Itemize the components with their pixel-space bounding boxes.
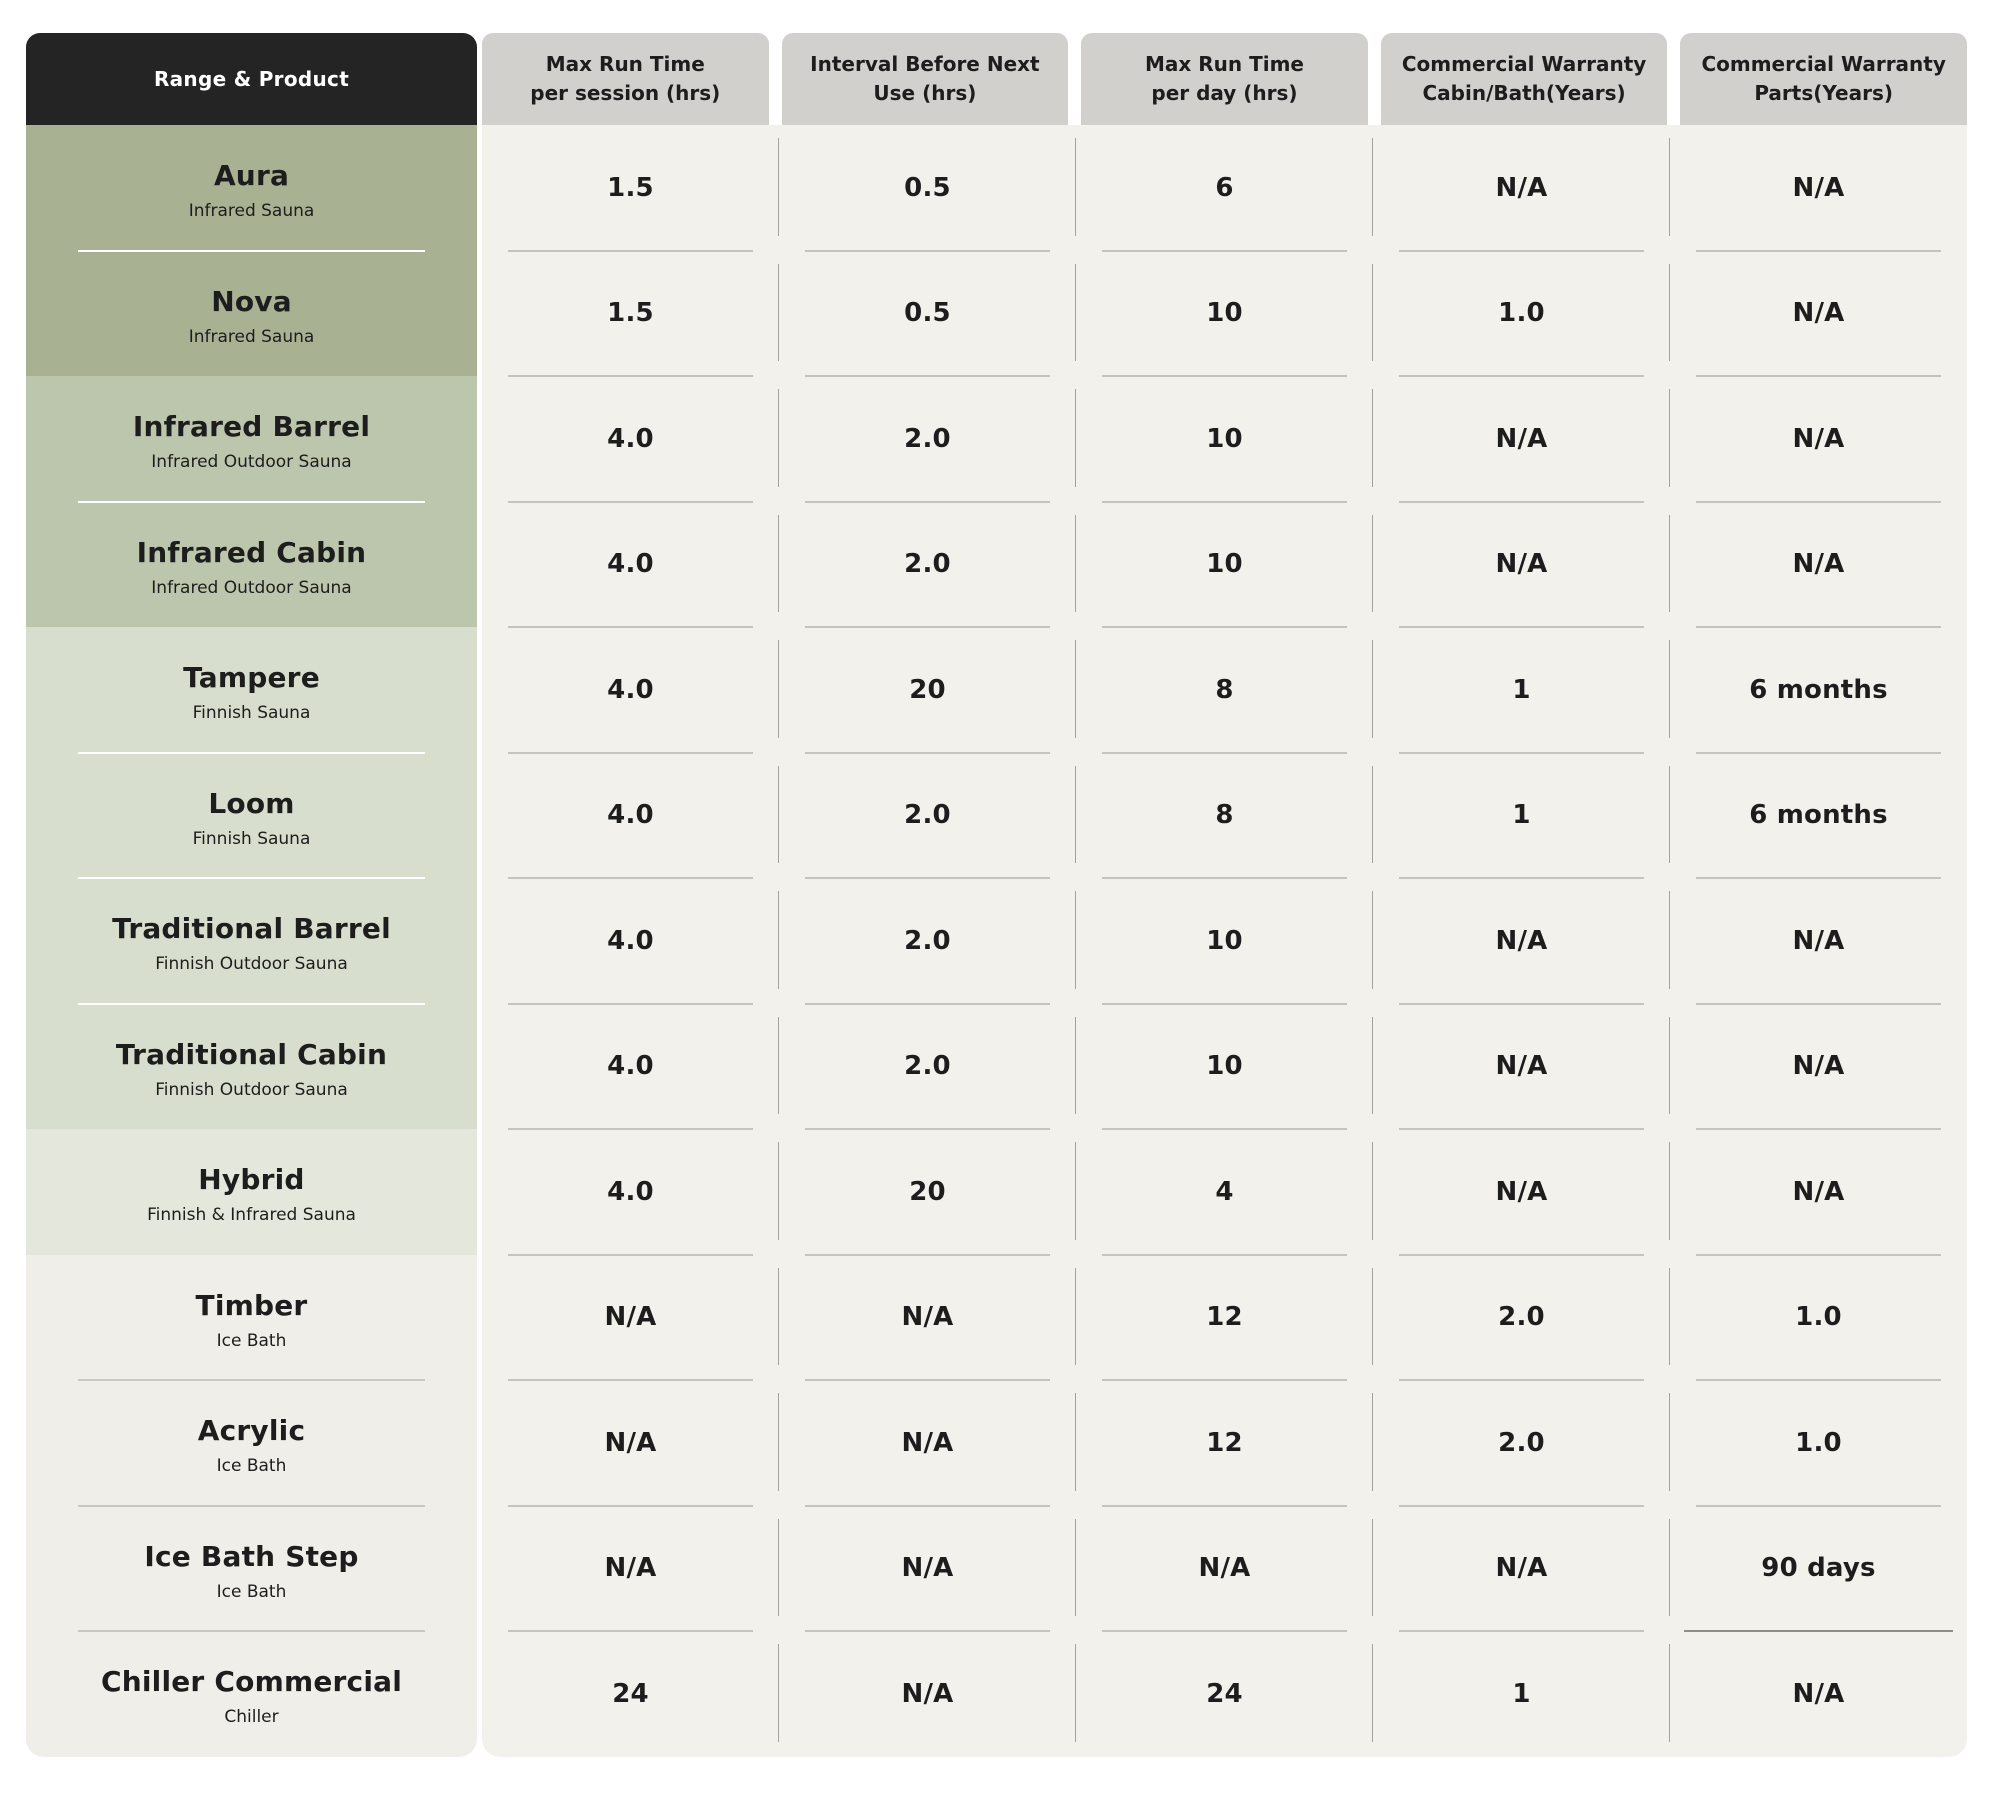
data-cell: 2.0 <box>779 1004 1076 1130</box>
table-row-acrylic <box>482 1380 1967 1506</box>
data-cell: 1 <box>1373 1631 1670 1757</box>
col-header-commercial-warranty-cabin-bath <box>1381 33 1668 125</box>
data-cell: N/A <box>1670 1129 1967 1255</box>
product-category: Infrared Outdoor Sauna <box>151 577 352 598</box>
data-cell: 4.0 <box>482 1004 779 1130</box>
product-spec-table <box>26 33 1967 1757</box>
data-cell: N/A <box>482 1506 779 1632</box>
column-headers <box>482 33 1967 125</box>
table-row-loom <box>482 753 1967 879</box>
data-cell: 1.0 <box>1670 1255 1967 1381</box>
col-header-line2: Cabin/Bath(Years) <box>1422 81 1626 105</box>
data-cell: N/A <box>1670 251 1967 377</box>
data-cell: N/A <box>1670 1004 1967 1130</box>
spec-data-body <box>482 125 1967 1757</box>
table-row-aura <box>482 125 1967 251</box>
product-name: Ice Bath Step <box>144 1539 359 1573</box>
col-header-max-run-time-per-day <box>1081 33 1368 125</box>
data-cell: 4.0 <box>482 753 779 879</box>
table-row-timber <box>482 1255 1967 1381</box>
product-cell-acrylic <box>26 1380 477 1506</box>
data-cell: 20 <box>779 627 1076 753</box>
data-cell: N/A <box>779 1380 1076 1506</box>
data-cell: 8 <box>1076 627 1373 753</box>
data-cell: 10 <box>1076 502 1373 628</box>
product-category: Infrared Sauna <box>188 201 315 222</box>
data-cell: 2.0 <box>779 502 1076 628</box>
product-name: Loom <box>208 786 295 820</box>
range-product-column <box>26 33 477 1757</box>
data-cell: 2.0 <box>1373 1380 1670 1506</box>
data-cell: 20 <box>779 1129 1076 1255</box>
product-cell-tampere <box>26 627 477 753</box>
data-cell: 1.0 <box>1373 251 1670 377</box>
product-name: Tampere <box>183 661 320 695</box>
col-header-line2: Use (hrs) <box>873 81 977 105</box>
product-name: Infrared Cabin <box>136 535 367 569</box>
data-cell: N/A <box>482 1255 779 1381</box>
data-cell: N/A <box>1670 376 1967 502</box>
table-row-nova <box>482 251 1967 377</box>
product-cell-loom <box>26 753 477 879</box>
product-category: Infrared Sauna <box>188 326 315 347</box>
data-cell: N/A <box>1373 1506 1670 1632</box>
product-category: Finnish & Infrared Sauna <box>147 1205 356 1226</box>
product-category: Chiller <box>224 1707 279 1728</box>
data-cell: 4 <box>1076 1129 1373 1255</box>
data-cell: 10 <box>1076 376 1373 502</box>
spec-data-columns <box>482 33 1967 1757</box>
data-cell: 4.0 <box>482 1129 779 1255</box>
data-cell: N/A <box>1373 1004 1670 1130</box>
product-cell-traditional-barrel <box>26 878 477 1004</box>
data-cell: 0.5 <box>779 251 1076 377</box>
data-cell: 1.5 <box>482 125 779 251</box>
table-row-infrared-cabin <box>482 502 1967 628</box>
product-category: Finnish Outdoor Sauna <box>155 1079 348 1100</box>
data-cell: 90 days <box>1670 1506 1967 1632</box>
col-header-line1: Max Run Time <box>545 52 705 76</box>
product-name: Infrared Barrel <box>132 410 371 444</box>
product-cell-nova <box>26 251 477 377</box>
table-row-infrared-barrel <box>482 376 1967 502</box>
data-cell: 1 <box>1373 627 1670 753</box>
data-cell: 1.0 <box>1670 1380 1967 1506</box>
product-cell-chiller-commercial <box>26 1631 477 1757</box>
product-name: Traditional Cabin <box>115 1037 388 1071</box>
data-cell: 2.0 <box>779 376 1076 502</box>
data-cell: 4.0 <box>482 376 779 502</box>
col-header-line1: Max Run Time <box>1144 52 1304 76</box>
data-cell: N/A <box>779 1631 1076 1757</box>
col-header-line1: Commercial Warranty <box>1401 52 1647 76</box>
data-cell: 12 <box>1076 1380 1373 1506</box>
product-cell-timber <box>26 1255 477 1381</box>
product-category: Ice Bath <box>216 1456 287 1477</box>
data-cell: N/A <box>1792 1678 1845 1709</box>
product-cell-aura <box>26 125 477 251</box>
data-cell: 6 <box>1076 125 1373 251</box>
corner-header <box>26 33 477 125</box>
table-row-hybrid <box>482 1129 1967 1255</box>
table-row-traditional-barrel <box>482 878 1967 1004</box>
product-name: Acrylic <box>197 1414 306 1448</box>
corner-header-label: Range & Product <box>153 67 350 91</box>
data-cell: 24 <box>482 1631 779 1757</box>
data-cell: N/A <box>482 1380 779 1506</box>
col-header-commercial-warranty-parts <box>1680 33 1967 125</box>
product-category: Ice Bath <box>216 1581 287 1602</box>
data-cell: N/A <box>1373 376 1670 502</box>
table-row-tampere <box>482 627 1967 753</box>
data-cell: 4.0 <box>482 878 779 1004</box>
product-name: Timber <box>195 1288 308 1322</box>
data-cell: 4.0 <box>482 502 779 628</box>
product-category: Finnish Outdoor Sauna <box>155 954 348 975</box>
product-name: Hybrid <box>198 1163 305 1197</box>
product-category: Finnish Sauna <box>192 703 311 724</box>
data-cell: N/A <box>1373 125 1670 251</box>
data-cell: 2.0 <box>779 878 1076 1004</box>
product-category: Ice Bath <box>216 1330 287 1351</box>
table-row-chiller-commercial <box>482 1631 1967 1757</box>
col-header-line2: Parts(Years) <box>1754 81 1894 105</box>
data-cell: N/A <box>1373 502 1670 628</box>
product-name: Aura <box>213 159 290 193</box>
data-cell: 24 <box>1076 1631 1373 1757</box>
product-category: Finnish Sauna <box>192 828 311 849</box>
data-cell: N/A <box>1670 502 1967 628</box>
data-cell: 6 months <box>1670 627 1967 753</box>
product-cell-hybrid <box>26 1129 477 1255</box>
col-header-line2: per session (hrs) <box>530 81 721 105</box>
data-cell: N/A <box>1670 125 1967 251</box>
product-cell-ice-bath-step <box>26 1506 477 1632</box>
table-row-ice-bath-step <box>482 1506 1967 1632</box>
product-name: Chiller Commercial <box>100 1665 403 1699</box>
data-cell: 10 <box>1076 251 1373 377</box>
data-cell: 2.0 <box>779 753 1076 879</box>
data-cell: 1.5 <box>482 251 779 377</box>
col-header-line2: per day (hrs) <box>1151 81 1298 105</box>
data-cell: 12 <box>1076 1255 1373 1381</box>
data-cell: 0.5 <box>779 125 1076 251</box>
data-cell: N/A <box>1670 878 1967 1004</box>
col-header-interval-before-next-use <box>782 33 1069 125</box>
data-cell: N/A <box>1076 1506 1373 1632</box>
data-cell: 1 <box>1373 753 1670 879</box>
data-cell: 10 <box>1076 878 1373 1004</box>
table-row-traditional-cabin <box>482 1004 1967 1130</box>
data-cell: N/A <box>1373 1129 1670 1255</box>
product-name: Traditional Barrel <box>112 912 391 946</box>
data-cell: 10 <box>1076 1004 1373 1130</box>
product-list <box>26 125 477 1757</box>
data-cell: N/A <box>1373 878 1670 1004</box>
product-name: Nova <box>211 284 292 318</box>
col-header-line1: Commercial Warranty <box>1701 52 1946 76</box>
data-cell: 4.0 <box>482 627 779 753</box>
col-header-max-run-time-per-session <box>482 33 769 125</box>
product-cell-infrared-barrel <box>26 376 477 502</box>
data-cell: 6 months <box>1670 753 1967 879</box>
data-cell: N/A <box>779 1255 1076 1381</box>
data-cell: 8 <box>1076 753 1373 879</box>
data-cell: 2.0 <box>1373 1255 1670 1381</box>
product-cell-traditional-cabin <box>26 1004 477 1130</box>
col-header-line1: Interval Before Next <box>810 52 1040 76</box>
data-cell: N/A <box>779 1506 1076 1632</box>
product-category: Infrared Outdoor Sauna <box>151 452 352 473</box>
product-cell-infrared-cabin <box>26 502 477 628</box>
